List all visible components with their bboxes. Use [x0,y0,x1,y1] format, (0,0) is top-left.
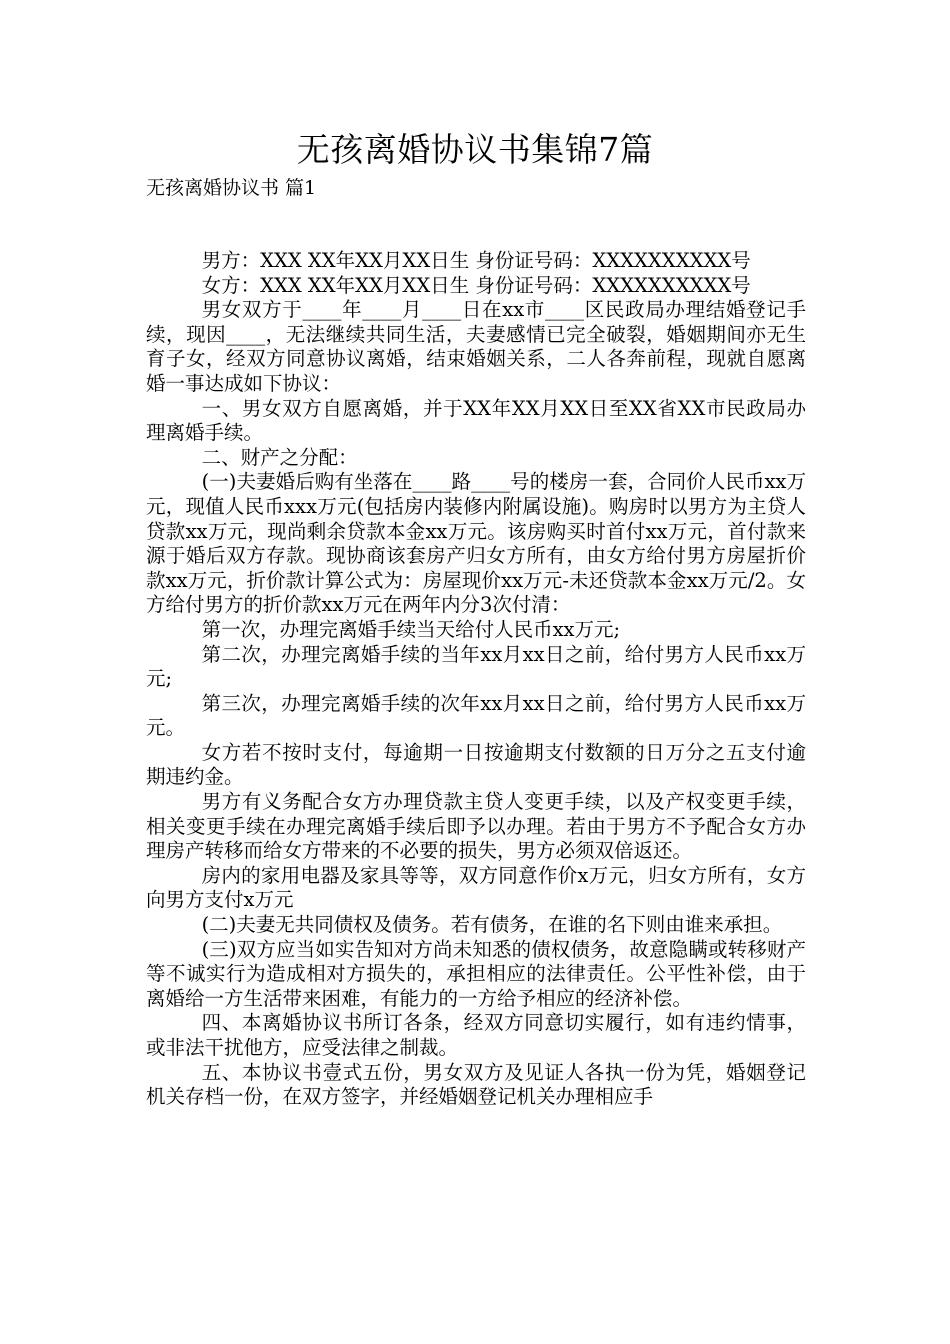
paragraph-clause-1: 一、男女双方自愿离婚，并于XX年XX月XX日至XX省XX市民政局办理离婚手续。 [146,396,806,445]
paragraph-clause-2-heading: 二、财产之分配： [201,445,358,469]
paragraph-payment-3: 第三次，办理完离婚手续的次年xx月xx日之前，给付男方人民币xx万元。 [146,691,806,740]
paragraph-payment-1: 第一次，办理完离婚手续当天给付人民币xx万元; [201,617,621,641]
paragraph-preamble: 男女双方于____年____月____日在xx市____区民政局办理结婚登记手续，现因____，无法继续共同生活，夫妻感情已完全破裂，婚姻期间亦无生育子女，经双方同意协议离婚，结束婚姻关系，二人各奔前程，现就自愿离婚一事达成如下协议： [146,298,806,395]
paragraph-debts: (二)夫妻无共同债权及债务。若有债务，在谁的名下则由谁来承担。 [201,913,783,937]
paragraph-late-penalty: 女方若不按时支付，每逾期一日按逾期支付数额的日万分之五支付逾期违约金。 [146,740,806,789]
paragraph-female-party: 女方：XXX XX年XX月XX日生 身份证号码：XXXXXXXXXX号 [201,273,751,297]
paragraph-clause-5: 五、本协议书壹式五份，男女双方及见证人各执一份为凭，婚姻登记机关存档一份，在双方签字，并经婚姻登记机关办理相应手 [146,1060,806,1109]
document-title: 无孩离婚协议书集锦7篇 [296,130,654,169]
paragraph-disclosure: (三)双方应当如实告知对方尚未知悉的债权债务，故意隐瞒或转移财产等不诚实行为造成相对方损失的，承担相应的法律责任。公平性补偿，由于离婚给一方生活带来困难，有能力的一方给予相应的经济补偿。 [146,937,806,1010]
paragraph-clause-4: 四、本离婚协议书所订各条，经双方同意切实履行，如有违约情事，或非法干扰他方，应受法律之制裁。 [146,1011,806,1059]
section-heading: 无孩离婚协议书 篇1 [146,177,317,199]
paragraph-male-party: 男方：XXX XX年XX月XX日生 身份证号码：XXXXXXXXXX号 [201,249,751,272]
paragraph-transfer-duty: 男方有义务配合女方办理贷款主贷人变更手续，以及产权变更手续，相关变更手续在办理完离婚手续后即予以办理。若由于男方不予配合女方办理房产转移而给女方带来的不必要的损失，男方必须双倍返还。 [146,790,806,863]
paragraph-furniture: 房内的家用电器及家具等等，双方同意作价x万元，归女方所有，女方向男方支付x万元 [146,863,806,912]
paragraph-property-house: (一)夫妻婚后购有坐落在____路____号的楼房一套，合同价人民币xx万元，现值人民币xxx万元(包括房内装修内附属设施)。购房时以男方为主贷人贷款xx万元，现尚剩余贷款本金xx万元。该房购买时首付xx万元，首付款来源于婚后双方存款。现协商该套房产归女方所有，由女方给付男方房屋折价款xx万元，折价款计算公式为：房屋现价xx万元-未还贷款本金xx万元/2。女方给付男方的折价款xx万元在两年内分3次付清： [146,470,806,617]
paragraph-payment-2: 第二次，办理完离婚手续的当年xx月xx日之前，给付男方人民币xx万元; [146,642,806,691]
document-body [146,249,806,1110]
